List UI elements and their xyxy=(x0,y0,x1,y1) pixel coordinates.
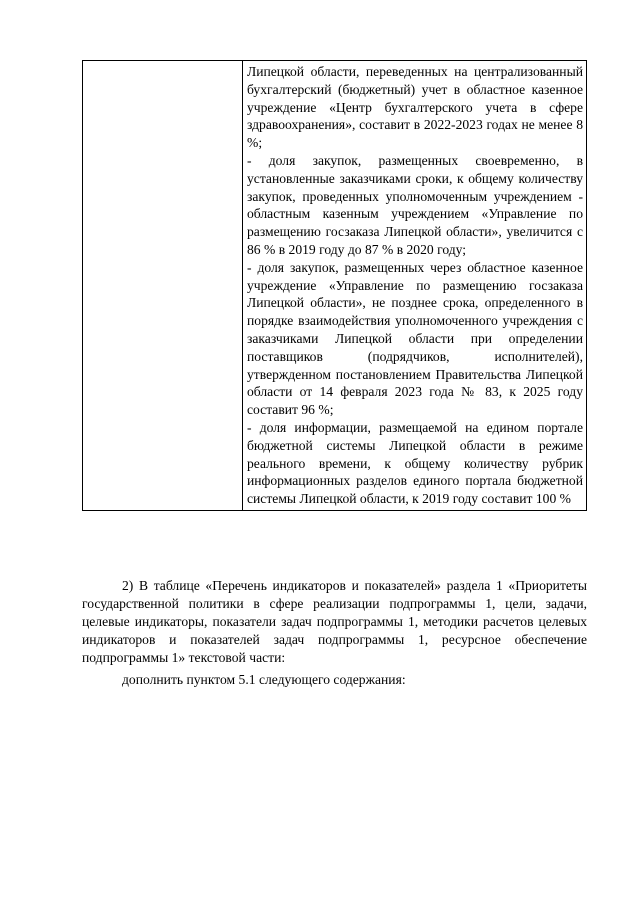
table-cell-left xyxy=(83,61,243,511)
cell-paragraph: Липецкой области, переведенных на централизованный бухгалтерский (бюджетный) учет в областное казенное учреждение «Центр бухгалтерского учета в сфере здравоохранения», составит в 2022-2023 годах не менее 8 %; xyxy=(247,64,583,151)
cell-paragraph: - доля закупок, размещенных своевременно, в установленные заказчиками сроки, к общему количеству закупок, проведенных уполномоченным учреждением - областным казенным учреждением «Управление по размещению госзаказа Липецкой области», увеличится с 86 % в 2019 году до 87 % в 2020 году; xyxy=(247,152,583,257)
body-paragraph-supplement: дополнить пунктом 5.1 следующего содержания: xyxy=(122,671,406,687)
cell-paragraph: - доля информации, размещаемой на едином портале бюджетной системы Липецкой области в режиме реального времени, к общему количеству рубрик информационных разделов единого портала бюджетной системы Липецкой области, к 2019 году составит 100 % xyxy=(247,419,583,507)
cell-text-block xyxy=(247,63,583,508)
body-paragraph-amendment: 2) В таблице «Перечень индикаторов и показателей» раздела 1 «Приоритеты государственной политики в сфере реализации подпрограммы 1, цели, задачи, целевые индикаторы, показатели задач подпрограммы 1, методики расчетов целевых индикаторов и показателей задач подпрограммы 1, ресурсное обеспечение подпрограммы 1» текстовой части: xyxy=(82,577,587,665)
indicator-table xyxy=(82,60,587,511)
cell-paragraph: - доля закупок, размещенных через областное казенное учреждение «Управление по размещению госзаказа Липецкой области», не позднее срока, определенного в порядке взаимодействия уполномоченного учреждения с заказчиками Липецкой области при определении поставщиков (подрядчиков, исполнителей), утвержденном постановлением Правительства Липецкой области от 14 февраля 2023 года № 83, к 2025 году составит 96 %; xyxy=(247,259,583,418)
table-cell-right xyxy=(243,61,587,511)
table-row xyxy=(83,61,587,511)
